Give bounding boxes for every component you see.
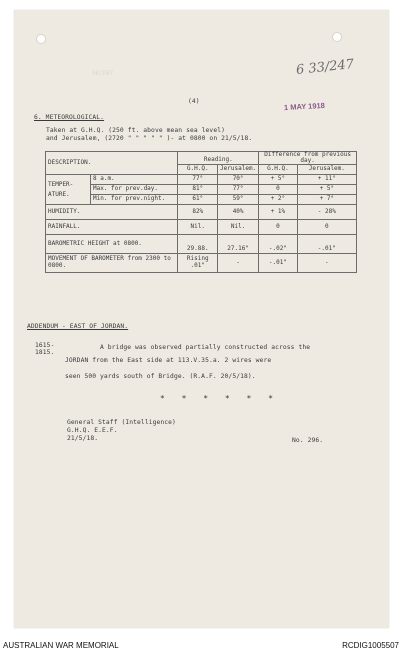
cell-diff-jerusalem: + 11° <box>297 175 356 185</box>
header-difference: Difference from previous day. <box>259 152 357 165</box>
cell-ghq: 77° <box>178 175 218 185</box>
separator: * * * * * * <box>160 394 279 403</box>
cell-diff-ghq: 0 <box>259 185 297 195</box>
cell-diff-ghq: -.02" <box>259 235 297 254</box>
row-label: HUMIDITY. <box>46 205 178 220</box>
cell-diff-jerusalem: -.01" <box>297 235 356 254</box>
row-label: Min. for prev.night. <box>91 195 178 205</box>
cell-ghq: Rising .01" <box>178 254 218 273</box>
cell-diff-jerusalem: + 7° <box>297 195 356 205</box>
punch-hole <box>36 34 46 44</box>
addendum-line-2: JORDAN from the East side at 113.V.35.a. 2 wires were <box>65 357 272 364</box>
signature-date: 21/5/18. <box>67 435 99 442</box>
addendum-heading: ADDENDUM - EAST OF JORDAN. <box>27 323 129 330</box>
cell-diff-ghq: 0 <box>259 220 297 235</box>
table-row <box>46 175 357 185</box>
page-number: (4) <box>188 98 200 105</box>
meteorological-table <box>45 151 357 273</box>
table-row <box>46 195 357 205</box>
cell-diff-jerusalem: + 5° <box>297 185 356 195</box>
cell-jerusalem: 27.16" <box>218 235 259 254</box>
cell-jerusalem: 59° <box>218 195 259 205</box>
cell-diff-ghq: + 5° <box>259 175 297 185</box>
archive-footer <box>0 636 403 654</box>
signature-line-2: G.H.Q. E.E.F. <box>67 427 118 434</box>
table-row <box>46 235 357 254</box>
handwritten-reference: 6 33/247 <box>295 57 355 78</box>
header-description: DESCRIPTION. <box>46 152 178 175</box>
cell-ghq: 82% <box>178 205 218 220</box>
cell-diff-ghq: -.01" <box>259 254 297 273</box>
intro-line-2: and Jerusalem, (2720 " " " " " )- at 0800 on 21/5/18. <box>46 135 253 142</box>
time-reference: 1615- 1815. <box>35 342 55 356</box>
cell-ghq: 61° <box>178 195 218 205</box>
row-label: RAINFALL. <box>46 220 178 235</box>
cell-jerusalem: 70° <box>218 175 259 185</box>
subheader-jerusalem: Jerusalem. <box>297 165 356 175</box>
document-page <box>14 10 389 628</box>
header-reading: Reading. <box>178 152 259 165</box>
cell-diff-jerusalem: 0 <box>297 220 356 235</box>
cell-diff-jerusalem: - 28% <box>297 205 356 220</box>
bleed-through-text: SECRET <box>92 70 114 77</box>
row-label: Max. for prev.day. <box>91 185 178 195</box>
cell-diff-ghq: + 1% <box>259 205 297 220</box>
section-heading: 6. METEOROLOGICAL. <box>34 114 105 121</box>
row-label: 8 a.m. <box>91 175 178 185</box>
cell-jerusalem: 40% <box>218 205 259 220</box>
addendum-line-3: seen 500 yards south of Bridge. (R.A.F. 20/5/18). <box>65 373 256 380</box>
cell-ghq: 29.88. <box>178 235 218 254</box>
subheader-ghq: G.H.Q. <box>178 165 218 175</box>
row-label: MOVEMENT OF BAROMETER from 2300 to 0800. <box>46 254 178 273</box>
archive-record-id: RCDIG1005507 <box>342 641 399 650</box>
subheader-jerusalem: Jerusalem. <box>218 165 259 175</box>
cell-diff-jerusalem: - <box>297 254 356 273</box>
punch-hole <box>332 32 342 42</box>
table-row <box>46 205 357 220</box>
cell-ghq: 81° <box>178 185 218 195</box>
addendum-line-1: A bridge was observed partially constructed across the <box>100 344 311 351</box>
archive-name: AUSTRALIAN WAR MEMORIAL <box>3 641 119 650</box>
document-number: No. 296. <box>292 437 324 444</box>
table-row <box>46 220 357 235</box>
intro-line-1: Taken at G.H.Q. (250 ft. above mean sea level) <box>46 127 225 134</box>
cell-ghq: Nil. <box>178 220 218 235</box>
row-label: BAROMETRIC HEIGHT at 0800. <box>46 235 178 254</box>
cell-jerusalem: - <box>218 254 259 273</box>
date-stamp: 1 MAY 1918 <box>283 100 326 113</box>
temperatures-label: TEMPER- ATURE. <box>46 175 91 205</box>
table-row <box>46 185 357 195</box>
cell-diff-ghq: + 2° <box>259 195 297 205</box>
subheader-ghq: G.H.Q. <box>259 165 297 175</box>
cell-jerusalem: Nil. <box>218 220 259 235</box>
table-row <box>46 254 357 273</box>
cell-jerusalem: 77° <box>218 185 259 195</box>
signature-line-1: General Staff (Intelligence) <box>67 419 176 426</box>
